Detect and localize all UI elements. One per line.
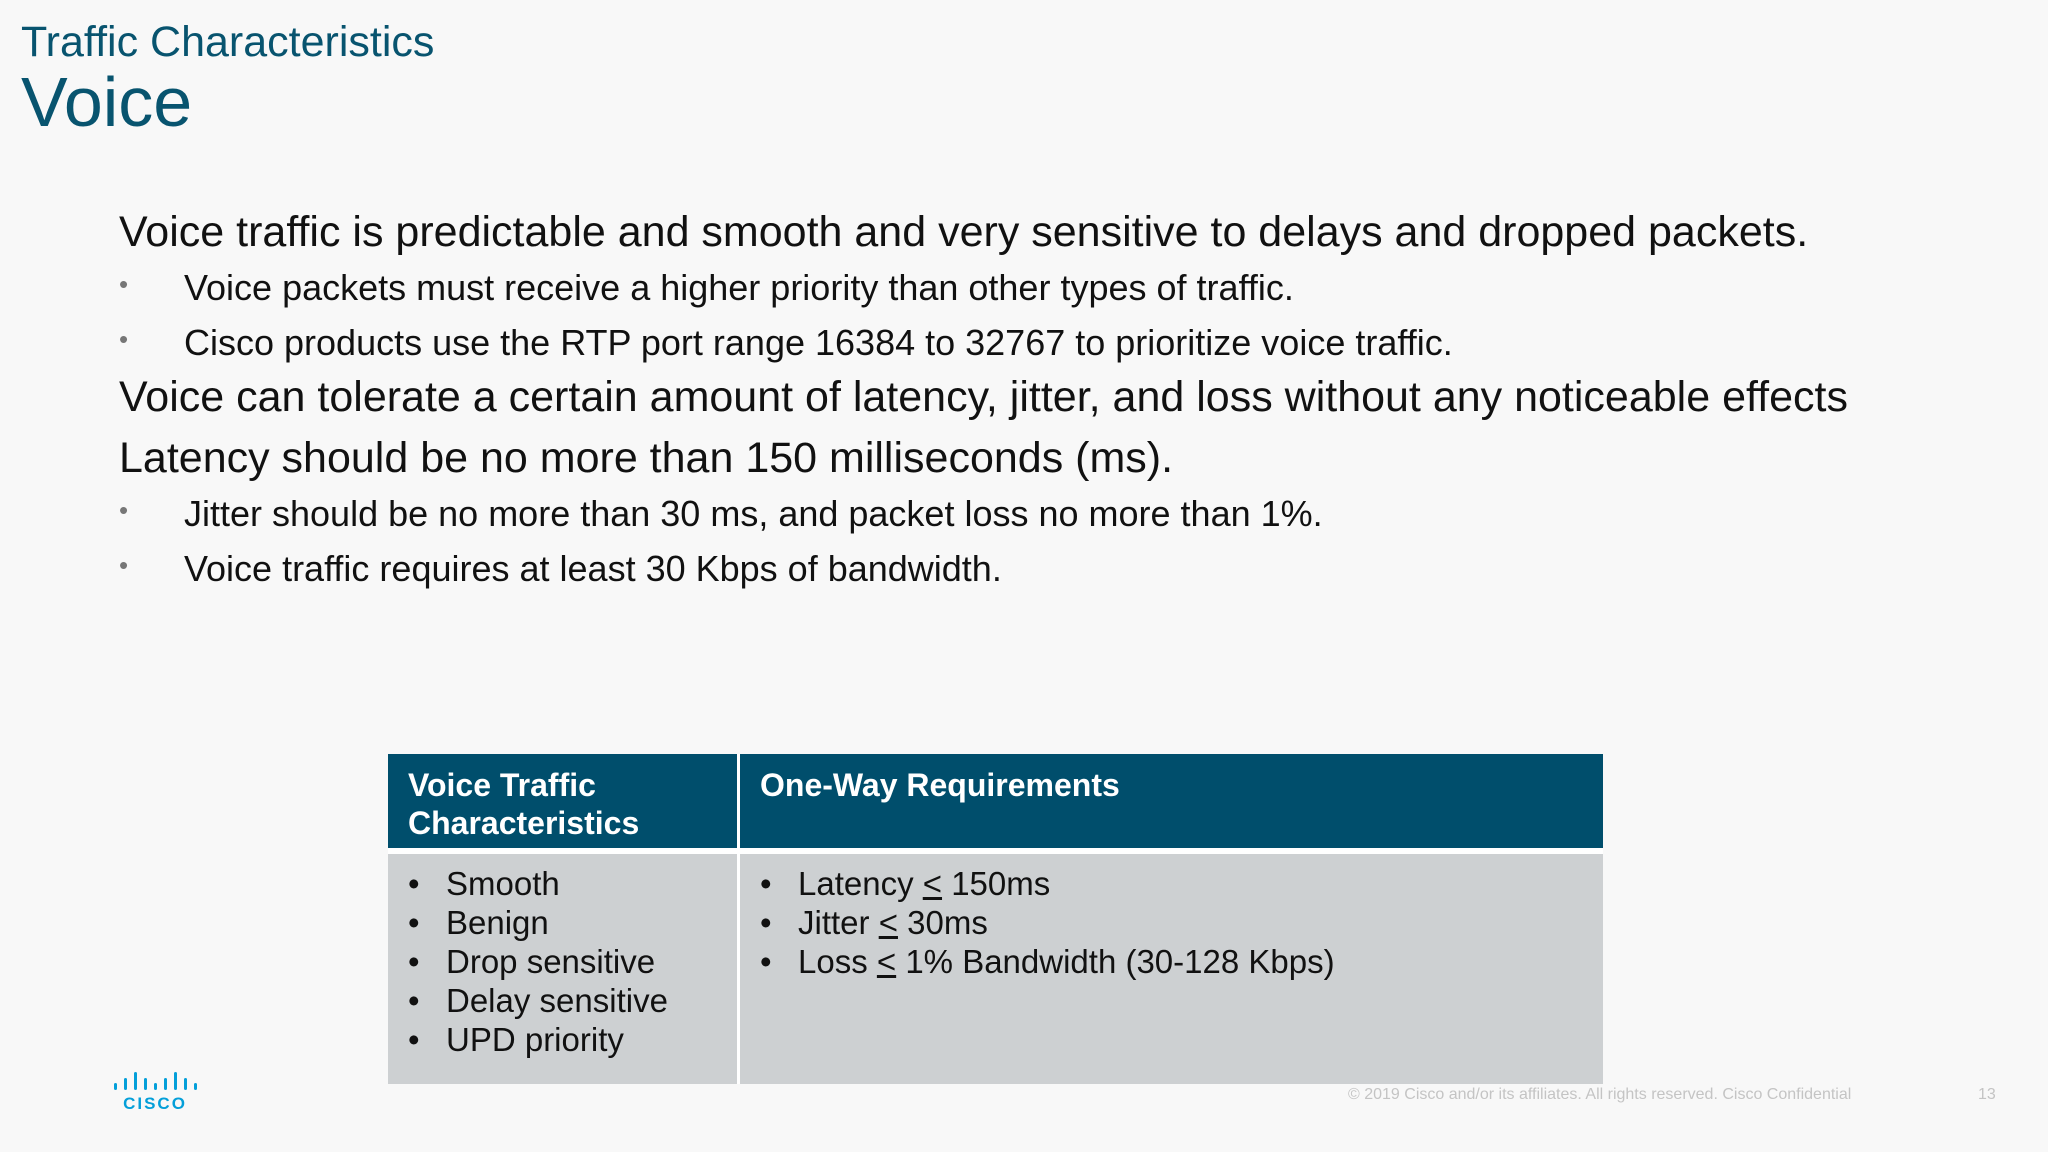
less-equal-symbol: < <box>878 904 898 941</box>
item-text: Benign <box>446 904 549 941</box>
item-text: UPD priority <box>446 1021 624 1058</box>
requirements-list <box>760 864 1583 981</box>
page-number: 13 <box>1978 1086 1996 1103</box>
bullet-text: Cisco products use the RTP port range 16384 to 32767 to prioritize voice traffic. <box>184 322 1453 363</box>
bullet-dot: • <box>408 865 420 902</box>
bullet-dot: • <box>408 943 420 980</box>
item-value: 1% Bandwidth (30-128 Kbps) <box>896 943 1335 980</box>
bullet-dot: • <box>119 324 129 354</box>
less-equal-symbol: < <box>876 943 897 980</box>
paragraph-latency: Latency should be no more than 150 milliseconds (ms). <box>119 434 1174 482</box>
bullet-dot: • <box>760 943 772 980</box>
bullet-list-2 <box>119 486 1859 596</box>
bullet-dot: • <box>408 1021 420 1058</box>
slide-content <box>119 205 1859 596</box>
list-item <box>408 981 717 1020</box>
bullet-item <box>119 486 1859 541</box>
bullet-dot: • <box>119 495 129 525</box>
item-value: 150ms <box>942 865 1051 902</box>
item-text: Delay sensitive <box>446 982 668 1019</box>
bullet-text: Voice packets must receive a higher priority than other types of traffic. <box>184 267 1294 308</box>
paragraph-tolerance: Voice can tolerate a certain amount of latency, jitter, and loss without any noticeable effects <box>119 373 1848 421</box>
item-text: Loss <box>798 943 877 980</box>
bullet-text: Jitter should be no more than 30 ms, and packet loss no more than 1%. <box>184 493 1323 534</box>
bullet-dot: • <box>760 865 772 902</box>
list-item <box>408 903 717 942</box>
header-requirements: One-Way Requirements <box>740 754 1603 848</box>
cisco-logo-bars <box>114 1072 197 1090</box>
less-equal-symbol: < <box>922 865 943 902</box>
item-value: 30ms <box>897 904 988 941</box>
requirements-table <box>388 754 1603 1084</box>
requirements-cell <box>740 848 1603 1084</box>
characteristics-list <box>408 864 717 1059</box>
slide-kicker: Traffic Characteristics <box>21 18 435 66</box>
bullet-dot: • <box>760 904 772 941</box>
table-header-row <box>388 754 1603 848</box>
bullet-dot: • <box>119 550 129 580</box>
list-item <box>760 942 1583 981</box>
bullet-item <box>119 315 1859 370</box>
item-text: Drop sensitive <box>446 943 656 980</box>
header-characteristics: Voice Traffic Characteristics <box>388 754 740 848</box>
item-text: Smooth <box>446 865 560 902</box>
list-item <box>408 864 717 903</box>
list-item <box>760 903 1583 942</box>
list-item <box>408 1020 717 1059</box>
bullet-dot: • <box>408 982 420 1019</box>
bullet-dot: • <box>119 269 129 299</box>
item-text: Latency <box>798 865 923 902</box>
list-item <box>408 942 717 981</box>
bullet-dot: • <box>408 904 420 941</box>
cisco-logo-icon <box>110 1068 200 1112</box>
item-text: Jitter <box>798 904 879 941</box>
bullet-list-1 <box>119 260 1859 370</box>
table-row <box>388 848 1603 1084</box>
cisco-logo-text: CISCO <box>123 1094 187 1112</box>
bullet-text: Voice traffic requires at least 30 Kbps of bandwidth. <box>184 548 1002 589</box>
slide-title: Voice <box>21 63 193 141</box>
bullet-item <box>119 541 1859 596</box>
bullet-item <box>119 260 1859 315</box>
paragraph-voice-traffic: Voice traffic is predictable and smooth and very sensitive to delays and dropped packets. <box>119 208 1809 256</box>
characteristics-cell <box>388 848 740 1084</box>
footer-copyright: © 2019 Cisco and/or its affiliates. All rights reserved. Cisco Confidential <box>1348 1086 1852 1103</box>
list-item <box>760 864 1583 903</box>
